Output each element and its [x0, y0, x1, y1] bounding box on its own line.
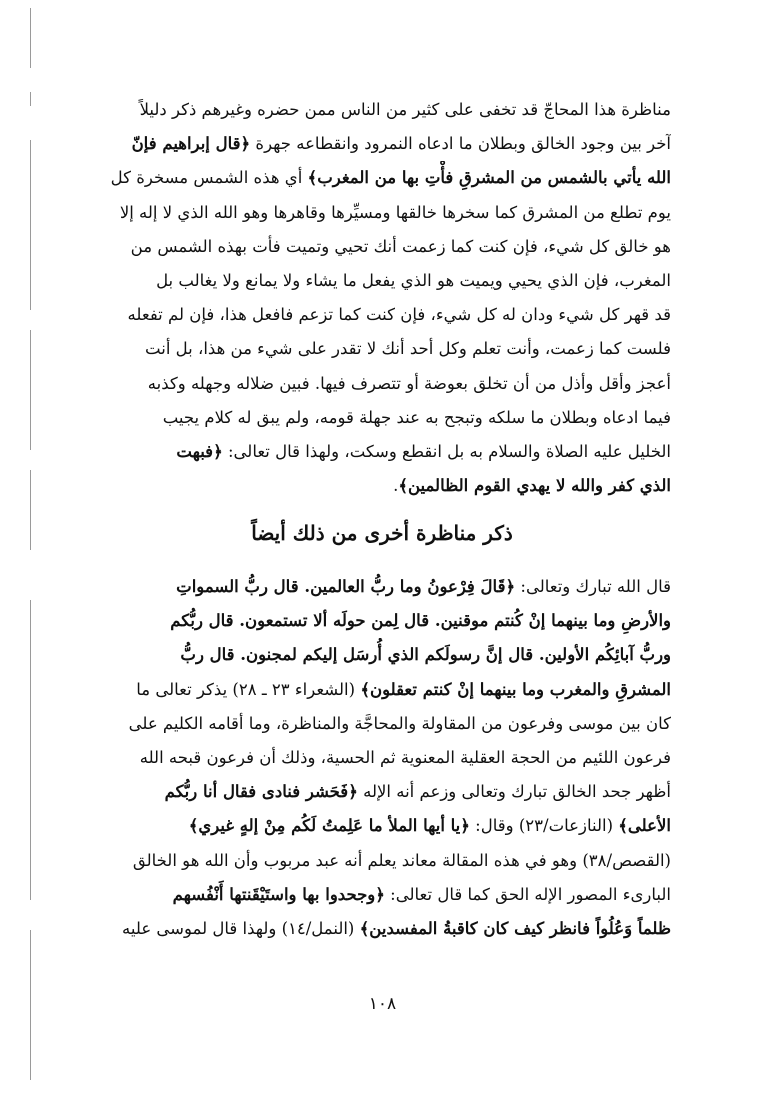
text-run: هو خالق كل شيء، فإن كنت كما زعمت أنك تحيي وتميت فأت بهذه الشمس من [130, 236, 671, 256]
text-line [93, 401, 671, 435]
paragraph-nimrod-debate [93, 93, 671, 503]
quran-quote: ظلماً وَعُلُواً فانظر كيف كان كاقبةُ المفسدين﴾ [359, 918, 671, 938]
text-run: كان بين موسى وفرعون من المقاولة والمحاجَّة والمناظرة، وما أقامه الكليم على [128, 713, 671, 733]
text-line [93, 570, 671, 604]
quran-quote: ﴿وجحدوا بها واستَيْقَنتها أَنْفُسهم [172, 884, 385, 904]
text-run: (النمل/١٤) ولهذا قال لموسى عليه [122, 918, 360, 938]
text-line [93, 809, 671, 843]
quran-quote: والأرضِ وما بينهما إنْ كُنتم موقنين. قال لِمن حولَه ألا تستمعون. قال ربُّكم [170, 611, 671, 631]
text-line [93, 127, 671, 161]
text-line [93, 775, 671, 809]
text-line [93, 161, 671, 195]
text-run: فيما ادعاه وبطلان ما سلكه وتبجح به عند جهلة قومه، ولم يبق له كلام يجيب [162, 407, 671, 427]
text-line [93, 912, 671, 946]
text-line [93, 469, 671, 503]
section-heading: ذكر مناظرة أخرى من ذلك أيضاً [251, 521, 513, 545]
quran-quote: الذي كفر والله لا يهدي القوم الظالمين﴾ [398, 476, 671, 496]
text-run: المغرب، فإن الذي يحيي ويميت هو الذي يفعل ما يشاء ولا يمانع ولا يغالب بل [156, 270, 671, 290]
text-run: الخليل عليه الصلاة والسلام به بل انقطع وسكت، ولهذا قال تعالى: [222, 441, 671, 461]
text-run: (الشعراء ٢٣ ـ ٢٨) يذكر تعالى ما [136, 679, 361, 699]
text-line [93, 673, 671, 707]
quran-quote: الله يأتي بالشمس من المشرقِ فأْتِ بها من المغرب﴾ [307, 168, 671, 188]
text-run: مناظرة هذا المحاجّ قد تخفى على كثير من الناس ممن حضره وغيرهم ذكر دليلاً [139, 100, 671, 119]
text-line [93, 604, 671, 638]
quran-quote: ﴿فَحَشر فنادى فقال أنا ربُّكم [164, 782, 358, 802]
text-run: قد قهر كل شيء ودان له كل شيء، فإن كنت كما تزعم فافعل هذا، فإن لم تفعله [127, 305, 671, 325]
text-run: قال الله تبارك وتعالى: [515, 577, 671, 596]
text-line [93, 196, 671, 230]
quran-quote: الأعلى﴾ [618, 816, 671, 836]
text-run: . [393, 476, 399, 496]
quran-quote: ﴿قَالَ فِرْعونُ وما ربُّ العالمين. قال ربُّ السمواتِ [176, 577, 516, 596]
text-line [93, 741, 671, 775]
text-run: فرعون اللئيم من الحجة العقلية المعنوية ثم الحسية، وذلك أن فرعون قبحه الله [139, 747, 671, 767]
text-run: آخر بين وجود الخالق وبطلان ما ادعاه النمرود وانقطاعه جهرة [250, 134, 671, 154]
paragraph-pharaoh-debate [93, 570, 671, 946]
text-line [93, 844, 671, 878]
page-number: ١٠٨ [368, 994, 397, 1014]
text-run: (النازعات/٢٣) وقال: [469, 816, 619, 836]
text-run: البارىء المصور الإله الحق كما قال تعالى: [384, 884, 671, 904]
text-run: يوم تطلع من المشرق كما سخرها خالقها ومسيِّرها وقاهرها وهو الله الذي لا إله إلا [119, 202, 671, 222]
text-line [93, 707, 671, 741]
text-line [93, 93, 671, 127]
text-line [93, 435, 671, 469]
text-run: أظهر جحد الخالق تبارك وتعالى وزعم أنه الإله [357, 782, 671, 802]
text-run: (القصص/٣٨) وهو في هذه المقالة معاند يعلم أنه عبد مربوب وأن الله هو الخالق [132, 850, 671, 870]
text-run: أعجز وأقل وأذل من أن تخلق بعوضة أو تتصرف فيها. فبين ضلاله وجهله وكذبه [147, 373, 671, 393]
text-run: فلست كما زعمت، وأنت تعلم وكل أحد أنك لا تقدر على شيء من هذا، بل أنت [145, 339, 671, 359]
quran-quote: ﴿يا أيها الملأ ما عَلِمتُ لَكُم مِنْ إلهٍ غيري﴾ [188, 816, 470, 836]
text-line [93, 332, 671, 366]
text-line [93, 298, 671, 332]
text-line [93, 367, 671, 401]
quran-quote: ﴿فبهت [176, 441, 223, 461]
quran-quote: المشرقِ والمغرب وما بينهما إنْ كنتم تعقلون﴾ [360, 679, 671, 699]
text-line [93, 878, 671, 912]
text-run: أي هذه الشمس مسخرة كل [110, 168, 308, 188]
quran-quote: وربُّ آبائِكُم الأولين. قال إنَّ رسولَكم الذي أُرسَل إليكم لمجنون. قال ربُّ [180, 645, 671, 665]
quran-quote: ﴿قال إبراهيم فإنّ [131, 134, 251, 154]
text-line [93, 638, 671, 672]
text-line [93, 264, 671, 298]
text-line [93, 230, 671, 264]
margin-rule [30, 0, 31, 1096]
